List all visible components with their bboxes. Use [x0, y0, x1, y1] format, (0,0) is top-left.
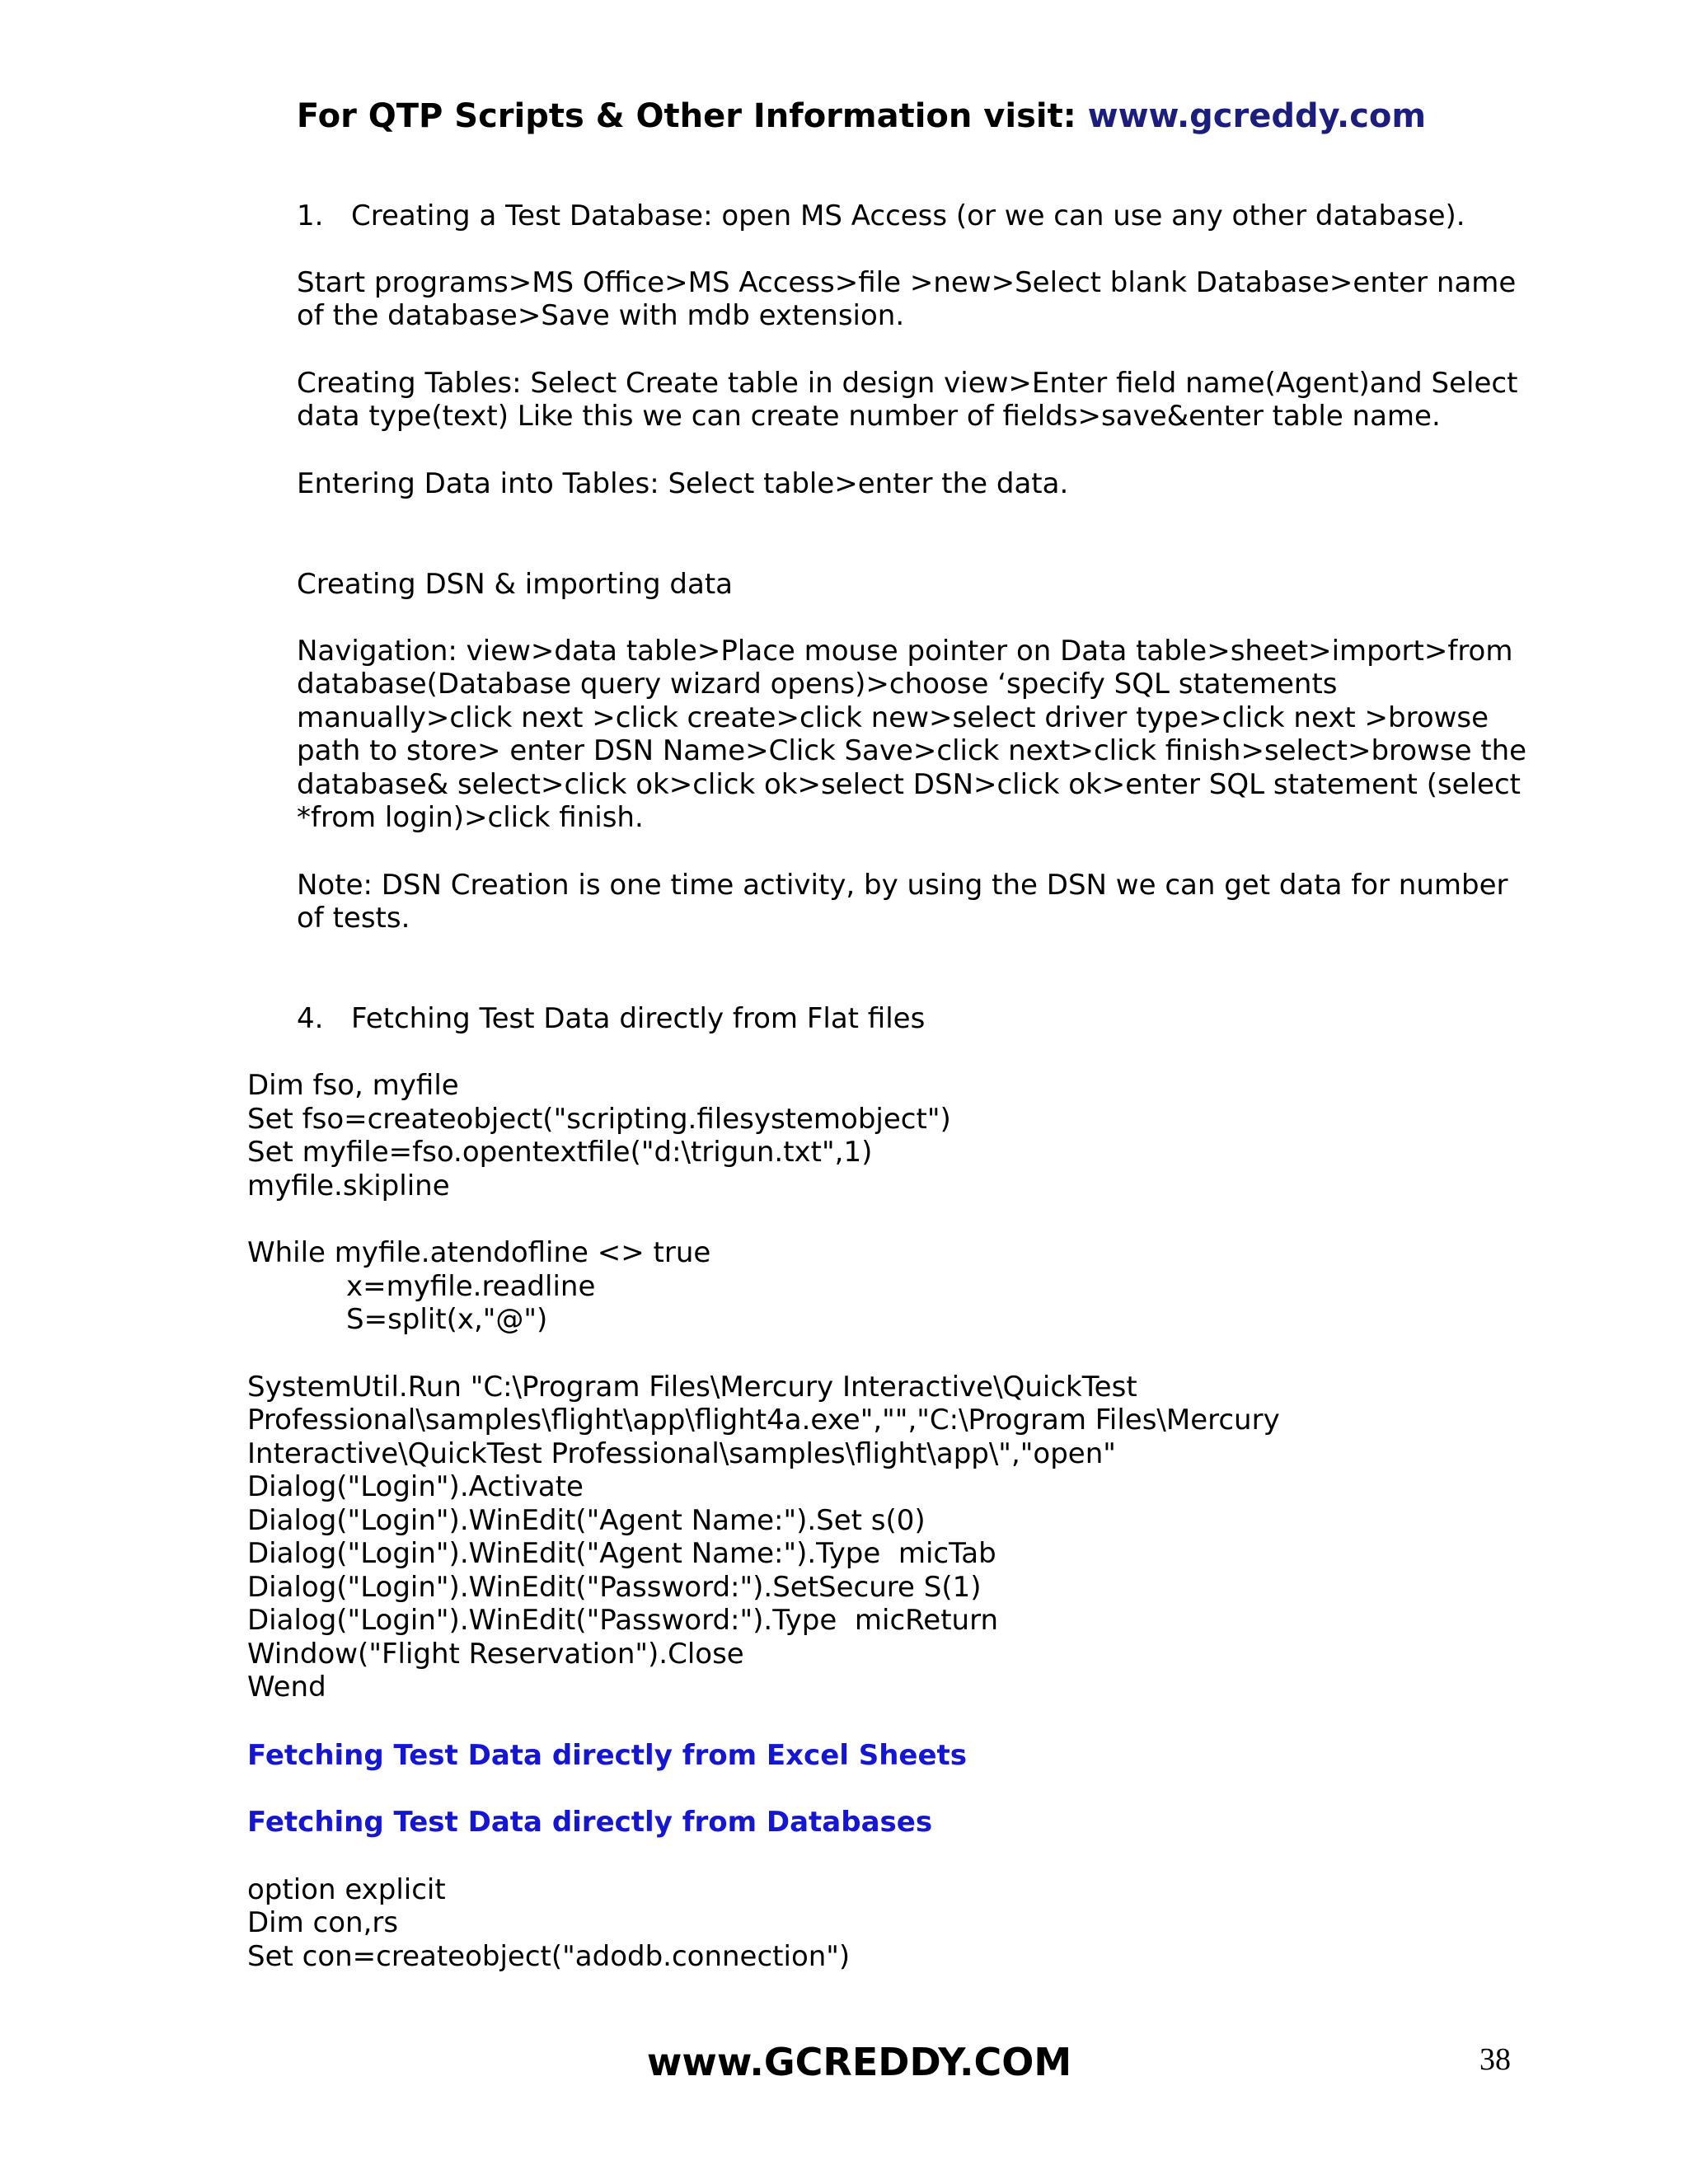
list-number: 1. — [297, 199, 324, 232]
paragraph-line: Entering Data into Tables: Select table>enter the data. — [297, 467, 1069, 500]
code-line: SystemUtil.Run "C:\Program Files\Mercury Interactive\QuickTest — [247, 1371, 1137, 1404]
code-line: Set fso=createobject("scripting.filesystemobject") — [247, 1103, 951, 1136]
list-item-1 — [297, 199, 1465, 232]
code-line: x=myfile.readline — [346, 1270, 596, 1303]
code-line: Dim con,rs — [247, 1906, 399, 1939]
code-line: myfile.skipline — [247, 1169, 450, 1202]
list-item-text: Creating a Test Database: open MS Access (or we can use any other database). — [351, 199, 1465, 232]
code-line: Wend — [247, 1671, 326, 1704]
code-line: Professional\samples\flight\app\flight4a.exe","","C:\Program Files\Mercury — [247, 1404, 1280, 1436]
code-line: Dialog("Login").Activate — [247, 1470, 584, 1503]
paragraph-line: manually>click next >click create>click new>select driver type>click next >browse — [297, 701, 1489, 734]
paragraph-line: of the database>Save with mdb extension. — [297, 299, 905, 332]
paragraph-line: Creating Tables: Select Create table in design view>Enter field name(Agent)and Select — [297, 367, 1518, 400]
code-line: While myfile.atendofline <> true — [247, 1236, 711, 1269]
code-line: Dialog("Login").WinEdit("Agent Name:").Type micTab — [247, 1537, 996, 1570]
header-prefix: For QTP Scripts & Other Information visit: — [296, 97, 1088, 135]
list-item-4 — [297, 1002, 925, 1035]
code-line: Set myfile=fso.opentextfile("d:\trigun.txt",1) — [247, 1136, 873, 1169]
paragraph-line: data type(text) Like this we can create number of fields>save&enter table name. — [297, 400, 1441, 433]
paragraph-line: database& select>click ok>click ok>select DSN>click ok>enter SQL statement (select — [297, 768, 1521, 801]
list-number: 4. — [297, 1002, 324, 1035]
paragraph-line: Start programs>MS Office>MS Access>file >new>Select blank Database>enter name — [297, 266, 1517, 299]
page-header — [0, 97, 1688, 135]
code-line: Dialog("Login").WinEdit("Agent Name:").Set s(0) — [247, 1504, 926, 1537]
paragraph-line: database(Database query wizard opens)>choose ‘specify SQL statements — [297, 668, 1338, 701]
footer-site[interactable]: www.GCREDDY.COM — [646, 2040, 1072, 2084]
code-line: Set con=createobject("adodb.connection") — [247, 1940, 851, 1973]
paragraph-line: Note: DSN Creation is one time activity, by using the DSN we can get data for number — [297, 869, 1508, 902]
header-site-link[interactable]: www.gcreddy.com — [1087, 97, 1427, 135]
code-line: Interactive\QuickTest Professional\samples\flight\app\","open" — [247, 1437, 1116, 1470]
paragraph-line: path to store> enter DSN Name>Click Save>click next>click finish>select>browse the — [297, 734, 1527, 767]
paragraph-line: of tests. — [297, 902, 410, 935]
code-line: S=split(x,"@") — [346, 1303, 548, 1336]
code-line: option explicit — [247, 1873, 446, 1906]
paragraph-line: Navigation: view>data table>Place mouse pointer on Data table>sheet>import>from — [297, 635, 1513, 668]
code-line: Dialog("Login").WinEdit("Password:").SetSecure S(1) — [247, 1571, 982, 1604]
paragraph-line: *from login)>click finish. — [297, 801, 644, 834]
code-line: Dim fso, myfile — [247, 1069, 459, 1102]
page-number: 38 — [1479, 2042, 1511, 2077]
heading-databases: Fetching Test Data directly from Databases — [247, 1806, 933, 1839]
code-line: Dialog("Login").WinEdit("Password:").Type micReturn — [247, 1604, 999, 1637]
section-title: Creating DSN & importing data — [297, 568, 733, 601]
code-line: Window("Flight Reservation").Close — [247, 1638, 744, 1671]
list-item-text: Fetching Test Data directly from Flat files — [351, 1002, 926, 1035]
heading-excel-sheets: Fetching Test Data directly from Excel Sheets — [247, 1739, 968, 1772]
